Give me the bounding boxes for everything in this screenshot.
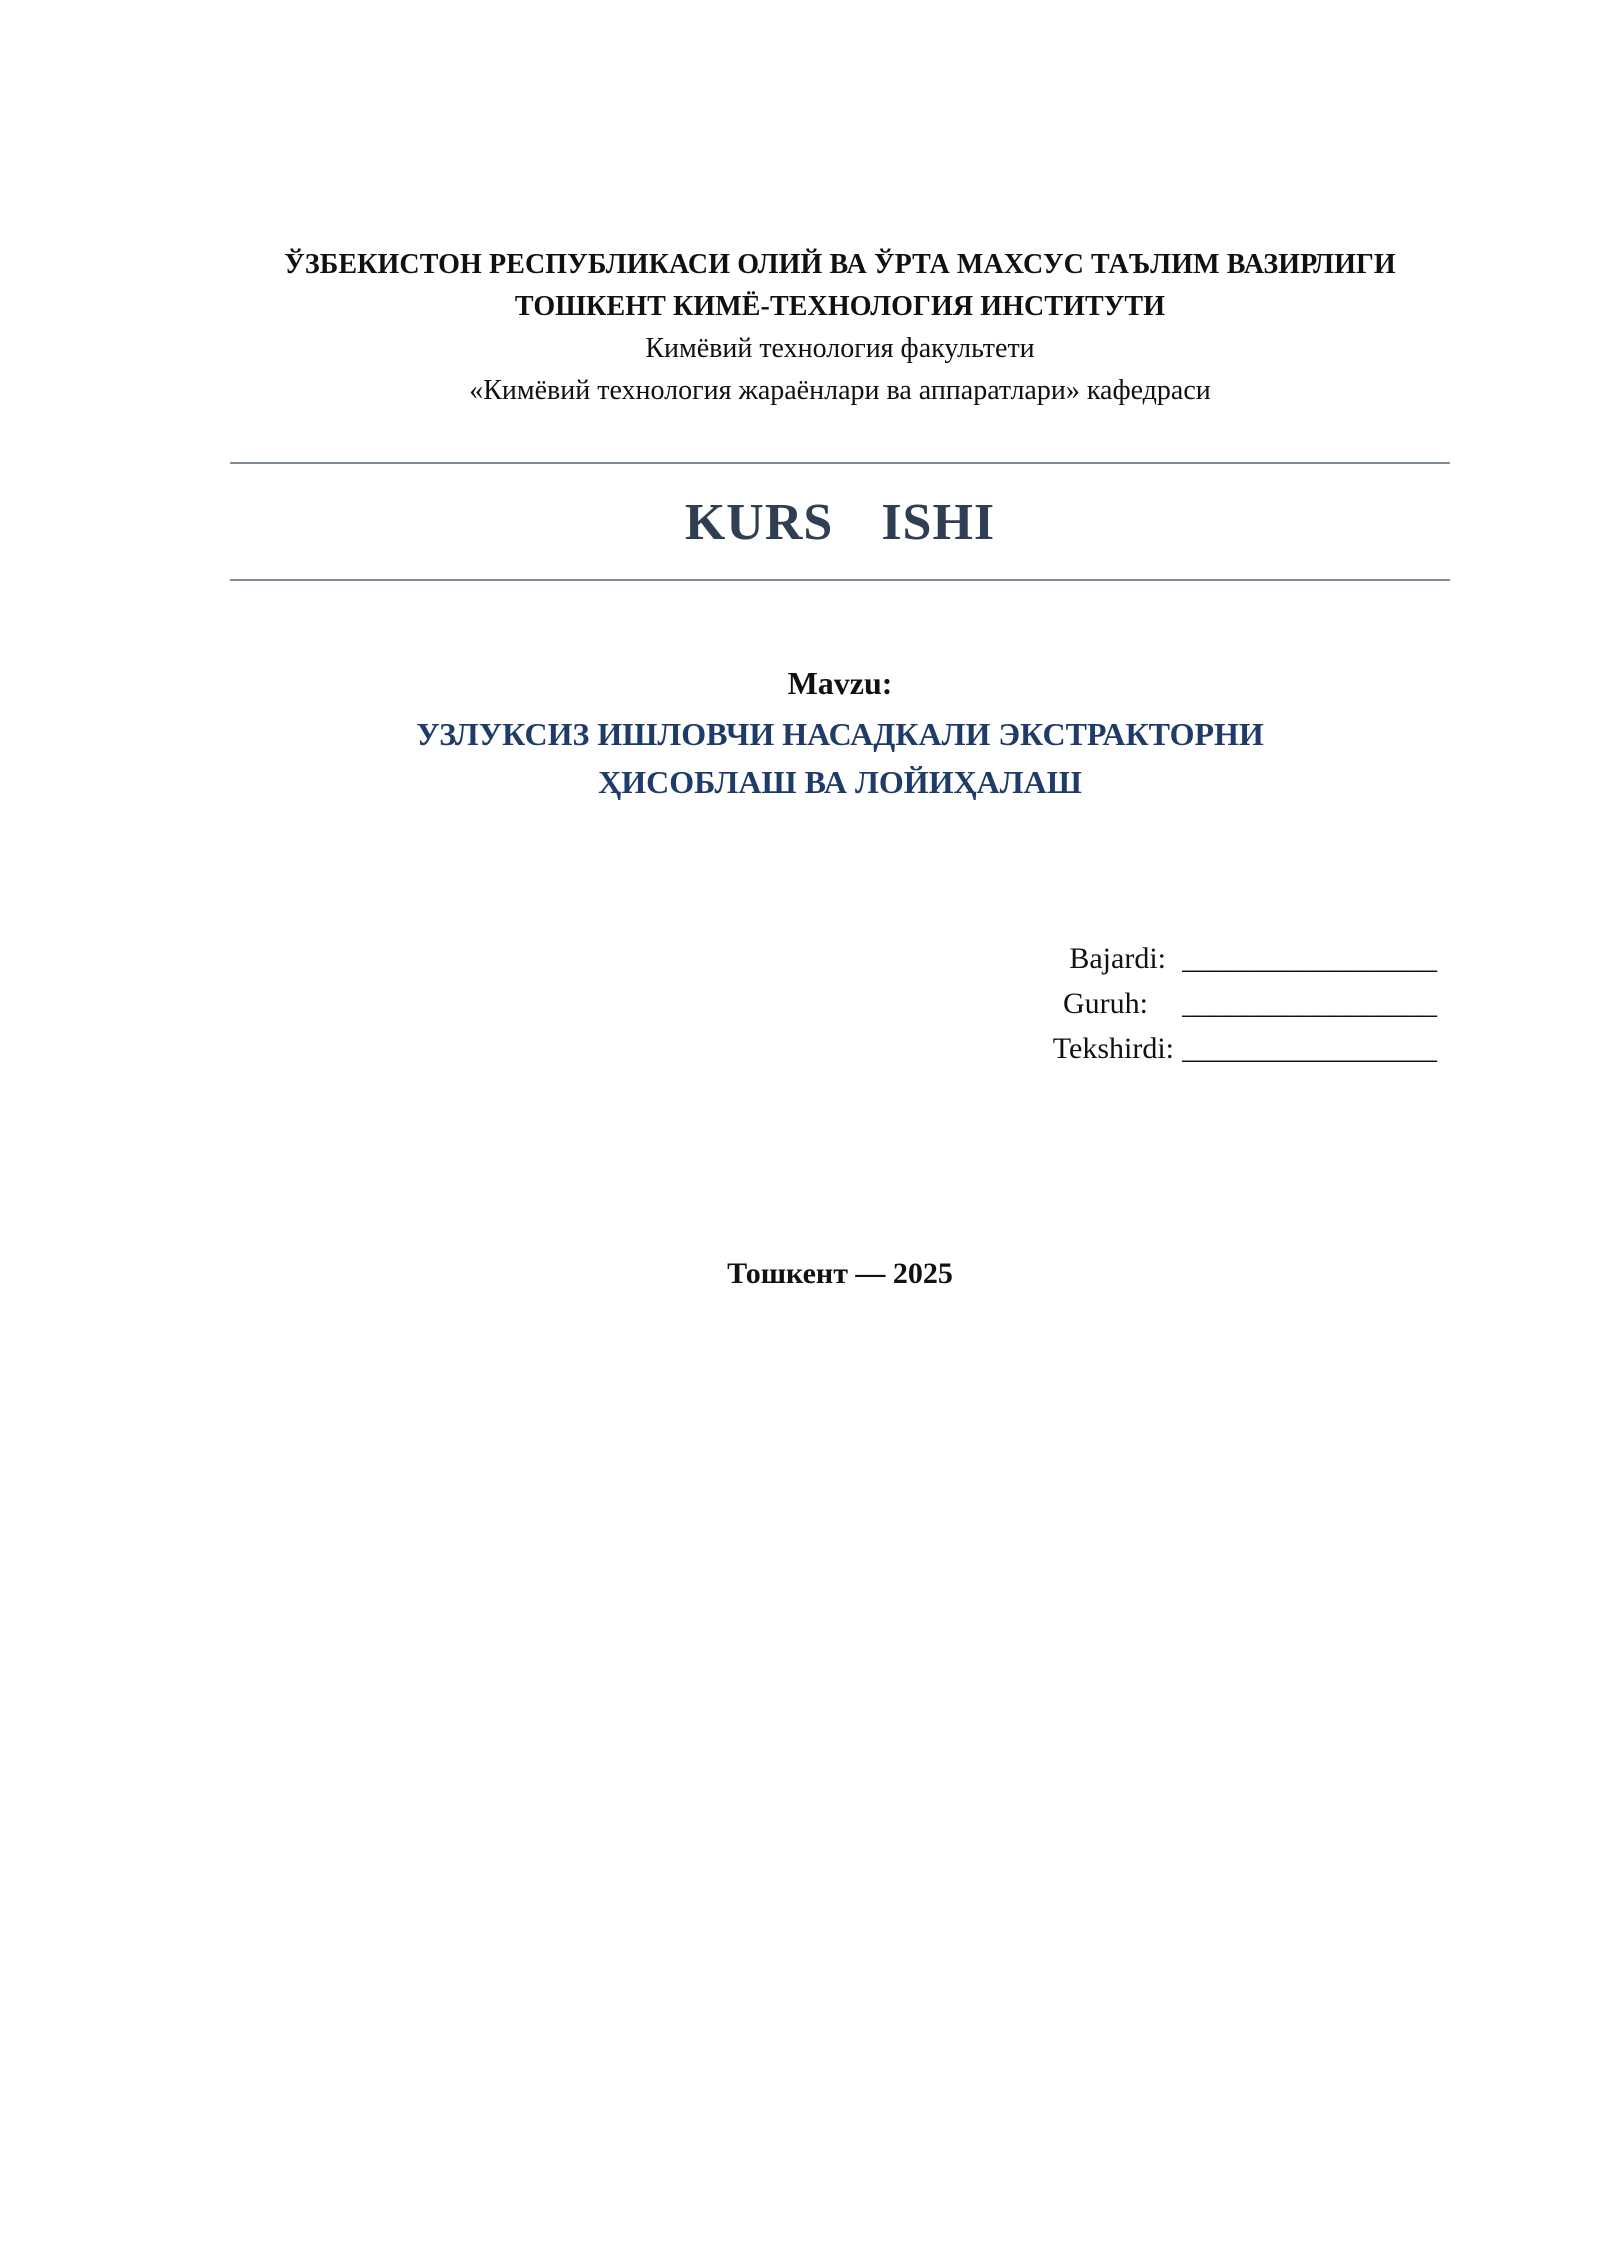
faculty-name: Кимёвий технология факультети: [645, 333, 1035, 364]
topic-line-1: УЗЛУКСИЗ ИШЛОВЧИ НАСАДКАЛИ ЭКСТРАКТОРНИ: [416, 716, 1264, 752]
signature-row-reviewer: [1020, 1026, 1460, 1071]
title-top-divider: [230, 462, 1450, 464]
reviewer-label: Tekshirdi:: [1052, 1032, 1174, 1065]
reviewer-blank-line: _________________: [1182, 1032, 1437, 1065]
city-year: Тошкент — 2025: [727, 1257, 953, 1290]
document-title: KURS ISHI: [684, 494, 996, 551]
performer-blank-line: _________________: [1182, 942, 1437, 975]
ministry-name: ЎЗБЕКИСТОН РЕСПУБЛИКАСИ ОЛИЙ ВА ЎРТА МАХСУС ТАЪЛИМ ВАЗИРЛИГИ: [284, 249, 1396, 280]
title-bottom-divider: [230, 579, 1450, 581]
topic-line-2: ҲИСОБЛАШ ВА ЛОЙИҲАЛАШ: [598, 764, 1082, 800]
topic-block: [230, 660, 1450, 806]
performer-label: Bajardi:: [1069, 942, 1166, 975]
department-name: «Кимёвий технология жараёнлари ва аппаратлари» кафедраси: [469, 375, 1211, 406]
group-label: Guruh:: [1063, 987, 1148, 1020]
topic-label: Mavzu:: [787, 665, 893, 701]
signature-row-group: [1020, 981, 1460, 1026]
header-block: [230, 244, 1450, 412]
signature-block: [1020, 936, 1460, 1071]
institute-name: ТОШКЕНТ КИМЁ-ТЕХНОЛОГИЯ ИНСТИТУТИ: [514, 291, 1166, 322]
topic-subject: [230, 710, 1450, 806]
signature-row-performer: [1020, 936, 1460, 981]
group-blank-line: _________________: [1182, 987, 1437, 1020]
